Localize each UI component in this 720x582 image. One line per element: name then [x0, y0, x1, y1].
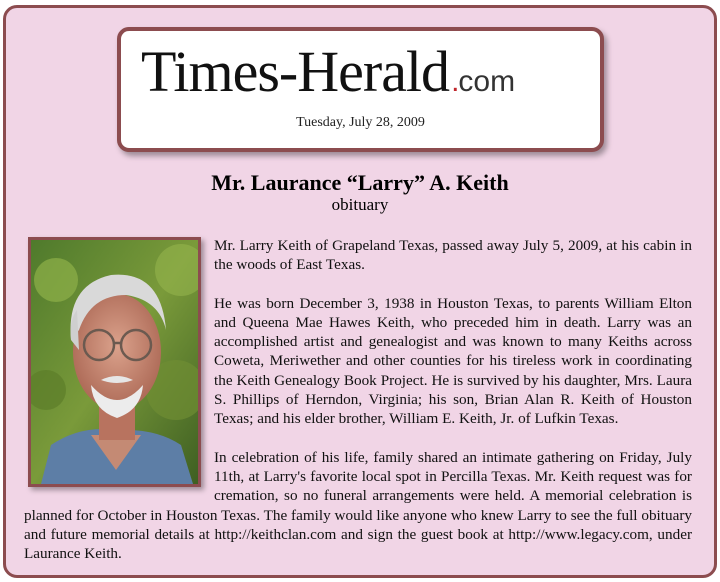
article-body: [24, 236, 692, 563]
paragraph-biography: He was born December 3, 1938 in Houston Texas, to parents William Elton and Queena Mae Hawes Keith, who preceded him in death. Larry was an accomplished artist and genealogist and was known to many Keiths across Coweta, Meriwether and other counties for his tireless work in coordinating the Keith Genealogy Book Project. He is survived by his daughter, Mrs. Laura S. Phillips of Herndon, Virginia; his son, Brian Alan R. Keith of Houston Texas; and his elder brother, William E. Keith, Jr. of Lufkin Texas.: [214, 294, 692, 428]
brand-dot: .: [451, 65, 459, 98]
masthead: [117, 27, 604, 152]
brand-logo: [141, 39, 516, 104]
article-subhead: obituary: [331, 195, 389, 214]
paragraph-memorial: In celebration of his life, family shared an intimate gathering on Friday, July 11th, at Larry's favorite local spot in Percilla Texas. Mr. Keith request was for cremation, so no funeral arrangements were held. A memorial celebration is planned for October in Houston Texas. The family would like anyone who knew Larry to see the full obituary and future memorial details at http://keithclan.com and sign the guest book at http://www.legacy.com, under Laurance Keith.: [24, 448, 692, 563]
brand-tld: com: [458, 65, 516, 98]
publication-date: Tuesday, July 28, 2009: [296, 115, 425, 130]
brand-name: Times-Herald: [141, 39, 450, 104]
photo-spacer: [24, 236, 214, 493]
article-headline: Mr. Laurance “Larry” A. Keith: [211, 170, 509, 195]
paragraph-death-notice: Mr. Larry Keith of Grapeland Texas, passed away July 5, 2009, at his cabin in the woods of East Texas.: [214, 237, 692, 274]
